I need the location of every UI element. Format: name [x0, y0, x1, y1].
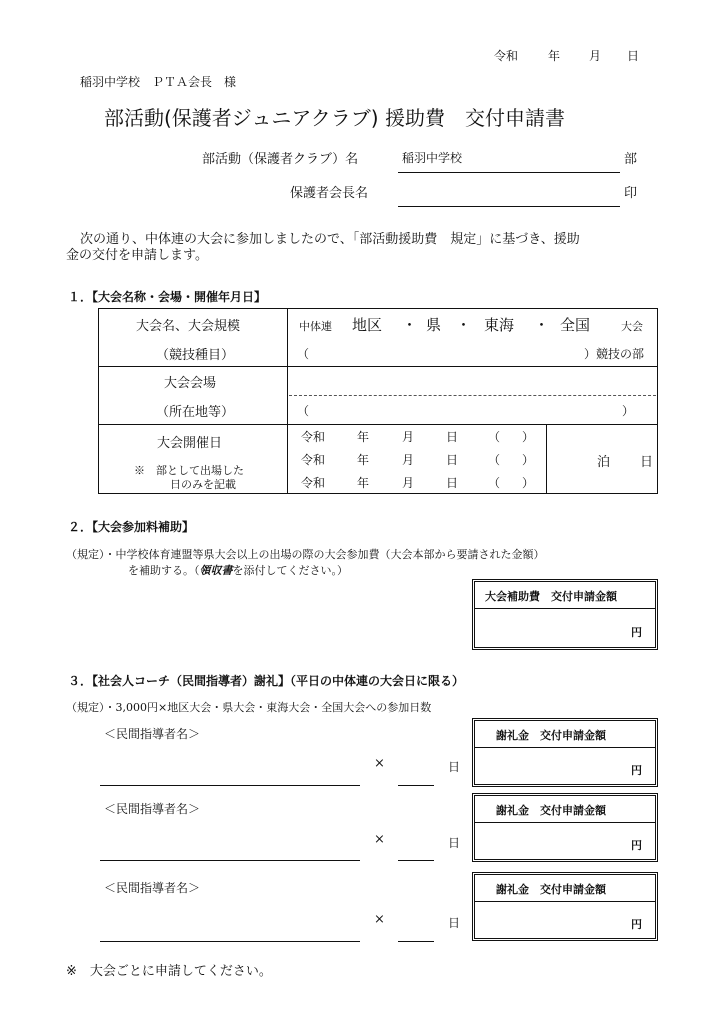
level-sep: ・	[534, 316, 550, 334]
date-row-year[interactable]: 年	[357, 453, 370, 467]
level-ken[interactable]: 県	[426, 316, 442, 334]
event-label: （競技種目）	[156, 348, 235, 363]
times-sign: ×	[374, 756, 385, 771]
date-row-month[interactable]: 月	[402, 453, 415, 467]
honorarium-box-title: 謝礼金 交付申請金額	[496, 883, 606, 896]
club-name-underline	[398, 172, 620, 173]
level-chiku[interactable]: 地区	[352, 316, 383, 334]
intro-text-line1: 次の通り、中体連の大会に参加しましたので、「部活動援助費 規定」に基づき、援助	[80, 232, 580, 247]
event-suffix: ）競技の部	[584, 347, 645, 361]
level-sep: ・	[456, 316, 472, 334]
date-day: 日	[627, 49, 640, 63]
event-input[interactable]	[310, 342, 580, 360]
table-divider	[287, 308, 288, 494]
page-title: 部活動(保護者ジュニアクラブ) 援助費 交付申請書	[104, 106, 565, 130]
yen-label: 円	[631, 918, 642, 931]
section2-rule-line1: （規定）・中学校体育連盟等県大会以上の出場の際の大会参加費（大会本部から要請された金額）	[66, 548, 545, 561]
days-unit: 日	[448, 760, 461, 774]
club-suffix: 部	[624, 152, 638, 167]
date-row-paren-open: （	[488, 476, 501, 490]
venue-input[interactable]	[292, 370, 652, 392]
date-row-era: 令和	[301, 476, 326, 490]
date-row-day[interactable]: 日	[446, 453, 459, 467]
date-note-line1: ※ 部として出場した	[134, 464, 244, 477]
event-paren-open: （	[297, 347, 310, 361]
location-label: （所在地等）	[156, 405, 235, 420]
date-row-month[interactable]: 月	[402, 430, 415, 444]
coach-days-field[interactable]	[398, 860, 434, 861]
addressee: 稲羽中学校 ＰＴＡ会長 様	[80, 75, 237, 89]
yen-label: 円	[631, 839, 642, 852]
location-paren-open: （	[297, 404, 310, 418]
receipt-emphasis: 領収書	[199, 564, 233, 577]
club-name-value[interactable]: 稲羽中学校	[402, 151, 463, 165]
days-unit: 日	[448, 916, 461, 930]
date-note-line2: 日のみを記載	[170, 478, 236, 491]
seal-mark: 印	[624, 186, 638, 201]
coach-name-label: ＜民間指導者名＞	[104, 881, 201, 895]
date-row-day[interactable]: 日	[446, 476, 459, 490]
subsidy-box-title: 大会補助費 交付申請金額	[485, 590, 617, 603]
date-row-paren-close: ）	[522, 453, 535, 467]
date-month: 月	[589, 49, 602, 63]
coach-days-field[interactable]	[398, 941, 434, 942]
coach-days-field[interactable]	[398, 785, 434, 786]
times-sign: ×	[374, 912, 385, 927]
level-zenkoku[interactable]: 全国	[560, 316, 591, 334]
venue-label: 大会会場	[164, 376, 217, 391]
coach-name-label: ＜民間指導者名＞	[104, 802, 201, 816]
honorarium-amount-input[interactable]	[476, 750, 626, 782]
date-row-era: 令和	[301, 453, 326, 467]
date-era: 令和	[494, 49, 519, 63]
days-label[interactable]: 日	[640, 455, 654, 470]
chutairen-label: 中体連	[299, 320, 332, 333]
coach-name-field[interactable]	[100, 785, 360, 786]
coach-name-label: ＜民間指導者名＞	[104, 727, 201, 741]
location-paren-close: ）	[622, 404, 635, 418]
coach-name-field[interactable]	[100, 860, 360, 861]
date-row-paren-close: ）	[522, 476, 535, 490]
honorarium-amount-input[interactable]	[476, 825, 626, 857]
tournament-name-label: 大会名、大会規模	[136, 319, 241, 334]
coach-name-field[interactable]	[100, 941, 360, 942]
times-sign: ×	[374, 832, 385, 847]
honorarium-box-title: 謝礼金 交付申請金額	[496, 729, 606, 742]
yen-label: 円	[631, 626, 642, 639]
section1-heading: １．【大会名称・会場・開催年月日】	[68, 290, 267, 304]
date-row-paren-open: （	[488, 430, 501, 444]
nights-label[interactable]: 泊	[597, 455, 611, 470]
date-row-era: 令和	[301, 430, 326, 444]
club-name-label: 部活動（保護者クラブ）名	[202, 152, 359, 167]
date-year: 年	[548, 49, 561, 63]
president-name-field[interactable]	[398, 206, 620, 207]
footer-note: ※ 大会ごとに申請してください。	[66, 964, 272, 979]
date-row-year[interactable]: 年	[357, 430, 370, 444]
date-row-year[interactable]: 年	[357, 476, 370, 490]
date-label: 大会開催日	[157, 436, 223, 451]
taikai-suffix: 大会	[621, 320, 643, 333]
location-input[interactable]	[310, 400, 610, 418]
level-sep: ・	[402, 316, 418, 334]
president-name-label: 保護者会長名	[290, 186, 369, 201]
date-row-paren-open: （	[488, 453, 501, 467]
section3-rule: （規定）・3,000円×地区大会・県大会・東海大会・全国大会への参加日数	[66, 701, 432, 714]
section2-rule-line2: を補助する。（領収書を添付してください。）	[128, 564, 348, 577]
intro-text-line2: 金の交付を申請します。	[66, 248, 208, 263]
date-row-day[interactable]: 日	[446, 430, 459, 444]
honorarium-box-title: 謝礼金 交付申請金額	[496, 804, 606, 817]
level-tokai[interactable]: 東海	[484, 316, 515, 334]
days-unit: 日	[448, 836, 461, 850]
honorarium-amount-input[interactable]	[476, 904, 626, 936]
subsidy-amount-input[interactable]	[476, 611, 626, 645]
section2-heading: ２．【大会参加料補助】	[68, 520, 195, 534]
date-row-month[interactable]: 月	[402, 476, 415, 490]
date-row-paren-close: ）	[522, 430, 535, 444]
yen-label: 円	[631, 764, 642, 777]
section3-heading: ３．【社会人コーチ（民間指導者）謝礼】（平日の中体連の大会日に限る）	[68, 674, 465, 688]
